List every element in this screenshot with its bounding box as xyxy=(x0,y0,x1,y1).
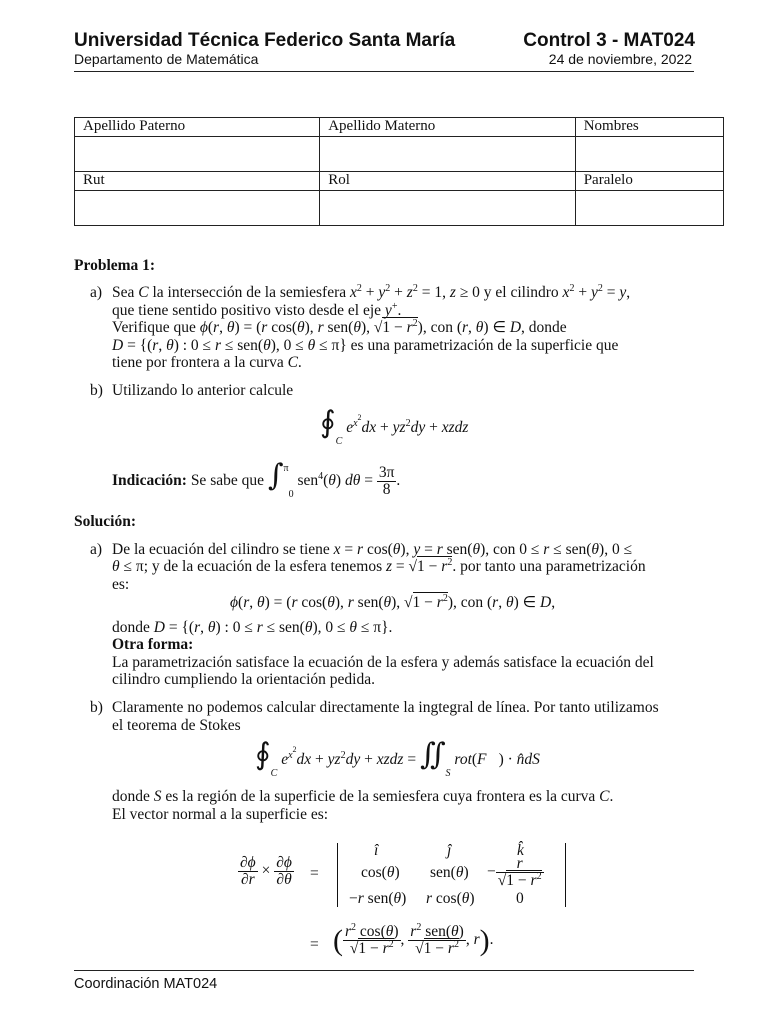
solution-b-region: donde S es la región de la superficie de la semiesfera cuya frontera es la curva C. xyxy=(112,788,614,805)
field-apellido-paterno[interactable] xyxy=(75,137,320,172)
department-name: Departamento de Matemática xyxy=(74,51,259,67)
otra-forma-line1: La parametrización satisface la ecuación de la esfera y además satisface la ecuación del xyxy=(112,654,654,671)
problem-a-line2: que tiene sentido positivo visto desde el eje y+. xyxy=(112,301,402,319)
det-minus-rsen: −r sen(θ) xyxy=(349,890,407,907)
det-sen: sen(θ) xyxy=(430,864,469,881)
normal-vector-text: El vector normal a la superficie es: xyxy=(112,806,329,823)
problem-b-label: b) xyxy=(90,382,103,399)
exam-date: 24 de noviembre, 2022 xyxy=(548,51,692,67)
student-info-table xyxy=(74,117,724,226)
line-integral: $∮_C$ $e^{x^2}dx + yz^2dy$ + xzdz xyxy=(320,405,469,447)
stokes-formula: $∮_C$ $e^{x^2}dx + yz^2dy$ + xzdz = $∬_S$ rot(F⃗) · n̂dS xyxy=(255,737,540,779)
label-apellido-materno: Apellido Materno xyxy=(320,118,575,137)
footer-rule xyxy=(74,970,694,971)
det-bar-right xyxy=(565,843,566,907)
problem-heading: Problema 1: xyxy=(74,257,156,274)
field-rut[interactable] xyxy=(75,191,320,226)
solution-a-label: a) xyxy=(90,541,103,558)
label-apellido-paterno: Apellido Paterno xyxy=(75,118,320,137)
field-paralelo[interactable] xyxy=(575,191,723,226)
problem-a-line3: Verifique que ϕ(r, θ) = (r cos(θ), r sen(θ), $√1 - r^2$), con (r, θ) ∈ D, donde xyxy=(112,318,567,336)
university-name: Universidad Técnica Federico Santa María xyxy=(74,30,456,51)
solution-a-domain: donde D = {(r, θ) : 0 ≤ r ≤ sen(θ), 0 ≤ θ ≤ π}. xyxy=(112,619,393,636)
label-nombres: Nombres xyxy=(575,118,723,137)
hint-text: Se sabe que xyxy=(190,472,264,490)
field-nombres[interactable] xyxy=(575,137,723,172)
det-i: î xyxy=(374,842,379,859)
solution-a-line2: θ ≤ π; y de la ecuación de la esfera tenemos $z = √1 - r^2$. por tanto una parametrización xyxy=(112,557,646,575)
det-k: k̂ xyxy=(517,842,524,859)
problem-a-line1: Sea C la intersección de la semiesfera $x^2 + y^2 + z^2 = 1$, z ≥ 0 y el cilindro $x^2 + y^2 = y$, xyxy=(112,283,631,301)
problem-hint: Indicación: Se sabe que ∫$^\pi_0$ sen$^4$(θ) dθ = $\frac{3\pi}{8}$ . xyxy=(112,458,401,501)
solution-heading: Solución: xyxy=(74,513,137,530)
solution-a-line3: es: xyxy=(112,576,130,593)
parametrization-formula: ϕ(r, θ) = (r cos(θ), r sen(θ), $√1 - r^2$), con (r, θ) ∈ D, xyxy=(230,593,556,611)
normal-vector-result: ( $\frac{r^2 \cos(\theta)}{√1 - r^2}$ , $\frac{r^2 sen(\theta)}{√1 - r^2}$ , r). xyxy=(333,922,494,957)
solution-b-line2: el teorema de Stokes xyxy=(112,717,241,734)
field-apellido-materno[interactable] xyxy=(320,137,575,172)
det-zero: 0 xyxy=(516,890,524,907)
equals-2: = xyxy=(310,936,319,953)
problem-a-label: a) xyxy=(90,284,103,301)
header-rule xyxy=(74,71,694,72)
problem-a-line4: D = {(r, θ) : 0 ≤ r ≤ sen(θ), 0 ≤ θ ≤ π} es una parametrización de la superficie que xyxy=(112,337,619,354)
label-rol: Rol xyxy=(320,172,575,191)
exam-title: Control 3 - MAT024 xyxy=(523,30,695,51)
solution-b-label: b) xyxy=(90,699,103,716)
footer-text: Coordinación MAT024 xyxy=(74,976,218,992)
problem-b-text: Utilizando lo anterior calcule xyxy=(112,382,294,399)
problem-a-line5: tiene por frontera a la curva C. xyxy=(112,354,302,371)
equals-1: = xyxy=(310,865,319,882)
det-bar-left xyxy=(337,843,338,907)
det-r-frac: − $\frac{r}{√1 - r^2}$ xyxy=(487,855,542,889)
solution-b-line1: Claramente no podemos calcular directamente la ingtegral de línea. Por tanto utilizamos xyxy=(112,699,659,716)
field-rol[interactable] xyxy=(320,191,575,226)
label-paralelo: Paralelo xyxy=(575,172,723,191)
otra-forma-line2: cilindro cumpliendo la orientación pedida. xyxy=(112,671,375,688)
det-rcos: r cos(θ) xyxy=(426,890,475,907)
label-rut: Rut xyxy=(75,172,320,191)
det-cos: cos(θ) xyxy=(361,864,400,881)
otra-forma-heading: Otra forma: xyxy=(112,636,194,653)
solution-a-line1: De la ecuación del cilindro se tiene x = r cos(θ), y = r sen(θ), con 0 ≤ r ≤ sen(θ), 0 ≤ xyxy=(112,541,633,558)
det-j: ĵ xyxy=(447,842,452,859)
partial-derivatives: $\frac{\partial\phi}{\partial r}$ × $\frac{\partial\phi}{\partial\theta}$ xyxy=(240,854,292,888)
hint-label: Indicación: xyxy=(112,472,187,490)
